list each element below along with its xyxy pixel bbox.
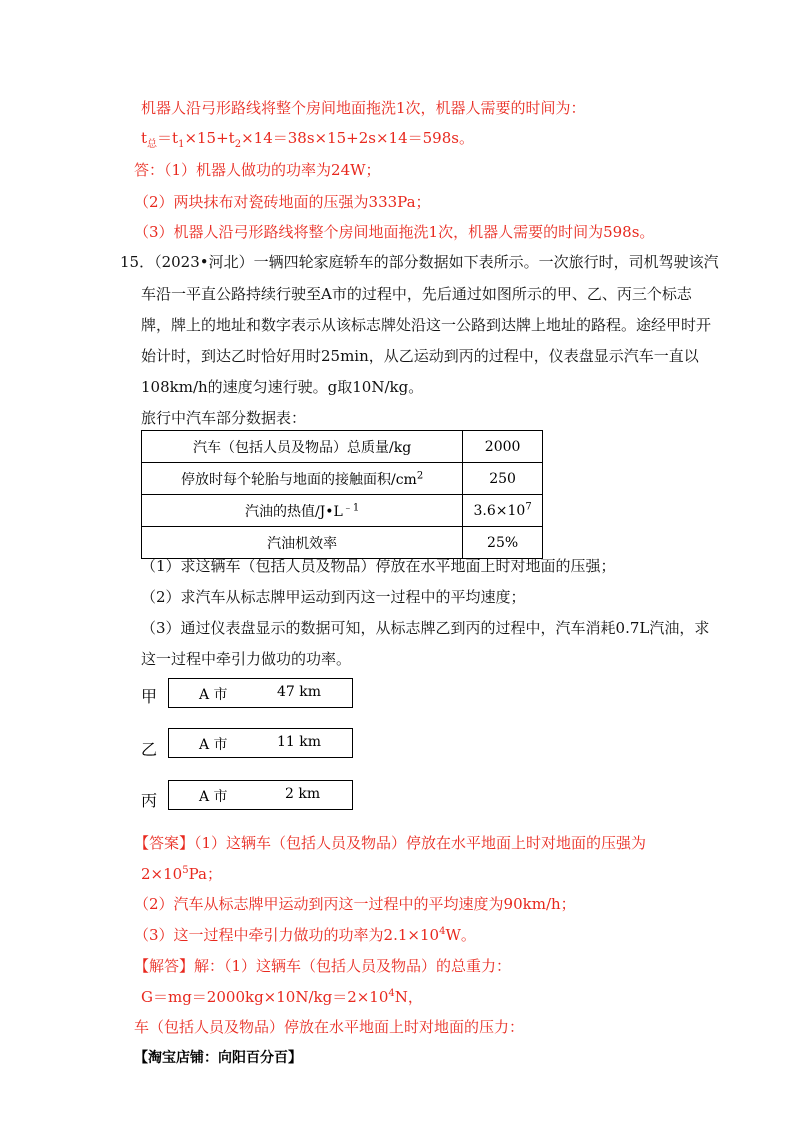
answer-line-3: （3）这一过程中牵引力做功的功率为$2.1\times 10^4W$。 — [134, 926, 476, 944]
problem-text-line: 牌，牌上的地址和数字表示从该标志牌处沿这一公路到达牌上地址的路程。途经甲时开 — [141, 316, 712, 334]
answer-line-1-cont: $2\times 10^5Pa$； — [141, 865, 222, 883]
car-data-table — [141, 430, 543, 559]
sign-label-bing: 丙 — [141, 791, 158, 810]
answer-summary-1: 答：（1）机器人做功的功率为24W； — [134, 161, 381, 179]
sign-city: A 市 — [199, 737, 228, 753]
sign-distance: 11 km — [277, 734, 322, 750]
table-cell: 汽车（包括人员及物品）总质量/kg — [142, 431, 463, 463]
solution-time-equation: $t_总=t_1\times 15+t_2\times 14=38s\times 15+2s\times 14=598s$。 — [141, 129, 474, 150]
solution-line-3: 车（包括人员及物品）停放在水平地面上时对地面的压力： — [134, 1018, 525, 1036]
sign-distance: 2 km — [285, 786, 321, 802]
problem-text-line: 15．（2023•河北）一辆四轮家庭轿车的部分数据如下表所示。一次旅行时，司机驾驶该汽 — [120, 253, 719, 271]
table-cell: 汽油的热值$/J•L^{﹣1}$ — [142, 495, 463, 527]
solution-time-intro: 机器人沿弓形路线将整个房间地面拖洗1次，机器人需要的时间为： — [141, 99, 586, 117]
problem-text-line: 车沿一平直公路持续行驶至A市的过程中，先后通过如图所示的甲、乙、丙三个标志 — [141, 285, 692, 303]
table-cell: 停放时每个轮胎与地面的接触面积$/cm^2$ — [142, 463, 463, 495]
sign-label-yi: 乙 — [141, 740, 158, 759]
sign-distance: 47 km — [277, 684, 322, 700]
table-cell: 250 — [463, 463, 543, 495]
sign-label-jia: 甲 — [141, 687, 158, 706]
sign-city: A 市 — [199, 789, 228, 805]
table-row — [142, 431, 543, 463]
table-caption: 旅行中汽车部分数据表： — [141, 409, 307, 427]
answer-summary-2: （2）两块抹布对瓷砖地面的压强为333Pa； — [134, 193, 431, 211]
problem-text-line: 始计时，到达乙时恰好用时25min，从乙运动到丙的过程中，仪表盘显示汽车一直以 — [141, 347, 699, 365]
road-sign-jia — [168, 678, 353, 708]
solution-line-1: 【解答】解：（1）这辆车（包括人员及物品）的总重力： — [134, 957, 512, 975]
table-row — [142, 495, 543, 527]
solution-line-2: $G=mg=2000kg\times 10N/kg=2\times 10^4N$， — [141, 988, 423, 1006]
table-cell: 2000 — [463, 431, 543, 463]
table-row — [142, 463, 543, 495]
question-1: （1）求这辆车（包括人员及物品）停放在水平地面上时对地面的压强； — [141, 557, 616, 575]
table-cell: 汽油机效率 — [142, 527, 463, 559]
question-3: （3）通过仪表盘显示的数据可知，从标志牌乙到丙的过程中，汽车消耗0.7L汽油，求 — [141, 619, 710, 637]
answer-line-2: （2）汽车从标志牌甲运动到丙这一过程中的平均速度为90km/h； — [134, 895, 576, 913]
footer-shop-label: 【淘宝店铺：向阳百分百】 — [134, 1050, 302, 1066]
problem-text-line: 108km/h的速度匀速行驶。g取10N/kg。 — [141, 378, 424, 396]
road-sign-yi — [168, 728, 353, 758]
road-sign-bing — [168, 780, 353, 810]
table-cell: 25% — [463, 527, 543, 559]
answer-line-1: 【答案】（1）这辆车（包括人员及物品）停放在水平地面上时对地面的压强为 — [134, 834, 647, 852]
question-2: （2）求汽车从标志牌甲运动到丙这一过程中的平均速度； — [141, 588, 526, 606]
answer-summary-3: （3）机器人沿弓形路线将整个房间地面拖洗1次，机器人需要的时间为598s。 — [134, 223, 655, 241]
question-3-cont: 这一过程中牵引力做功的功率。 — [141, 650, 352, 668]
table-row — [142, 527, 543, 559]
table-cell: $3.6\times 10^7$ — [463, 495, 543, 527]
sign-city: A 市 — [199, 687, 228, 703]
